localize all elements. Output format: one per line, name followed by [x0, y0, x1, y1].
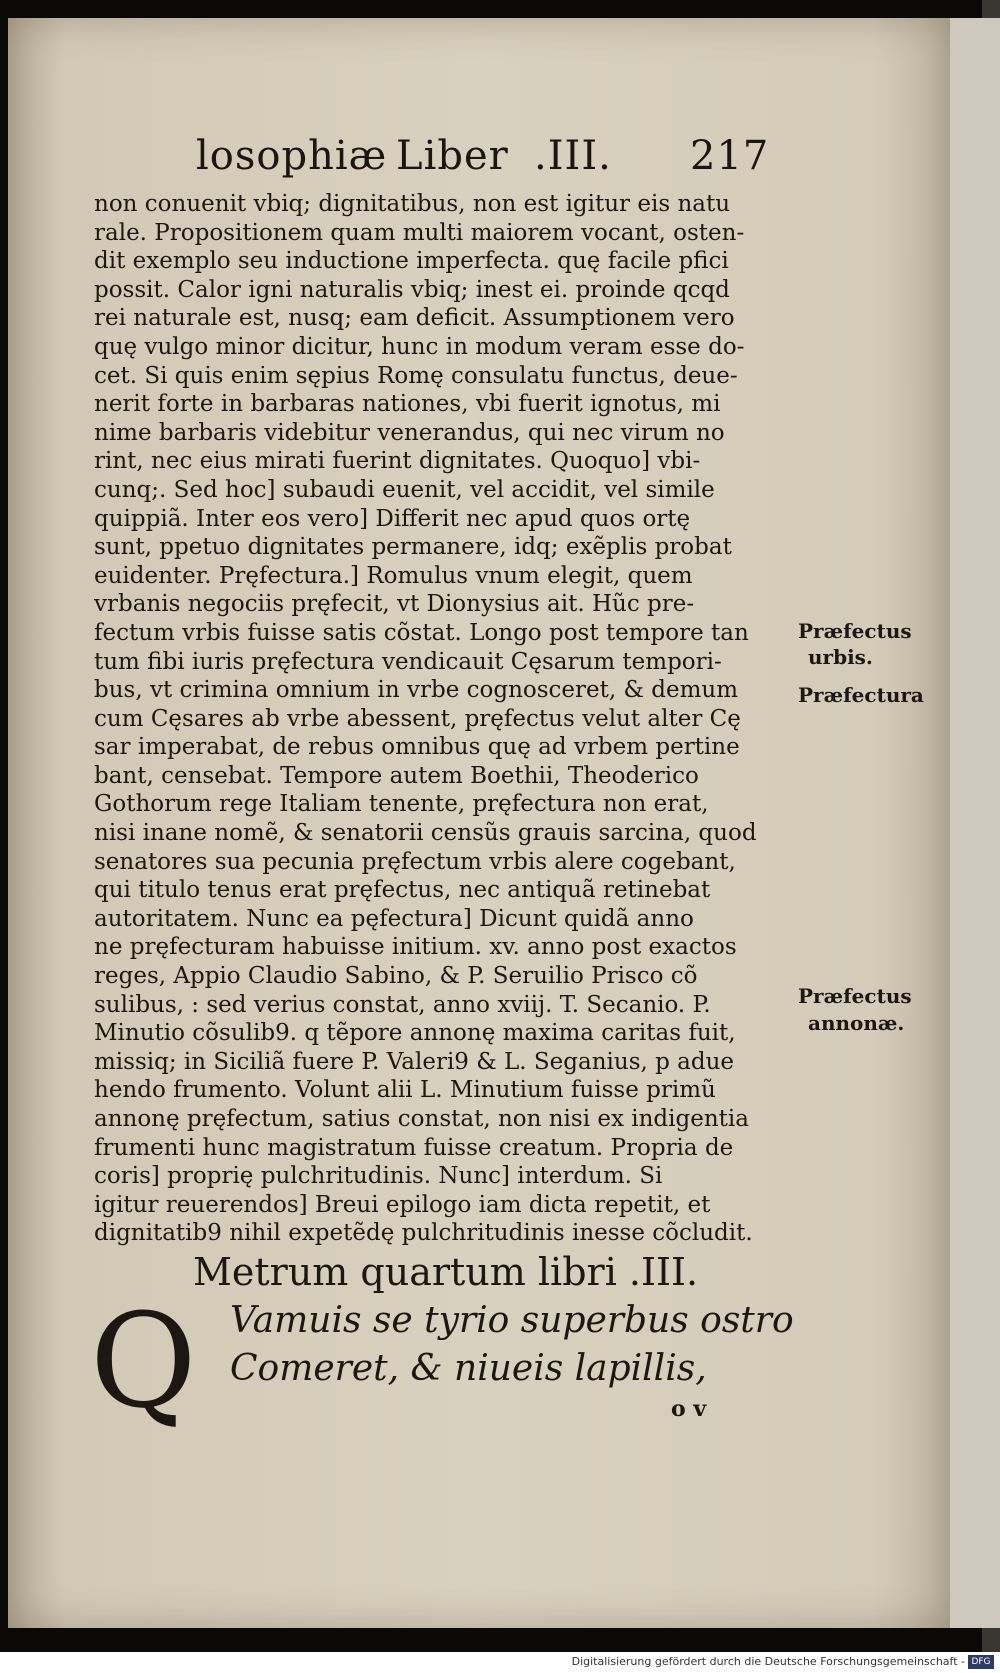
text-line: frumenti hunc magistratum fuisse creatum. Propria de	[94, 1134, 734, 1161]
text-line: sulibus, : sed verius constat, anno xviij. T. Secanio. P.	[94, 991, 711, 1018]
text-line: qui titulo tenus erat pręfectus, nec antiquã retinebat	[94, 877, 711, 904]
text-line: reges, Appio Claudio Sabino, & P. Seruilio Prisco cõ	[94, 963, 698, 990]
text-line: hendo frumento. Volunt alii L. Minutium fuisse primũ	[94, 1077, 716, 1104]
text-line: senatores sua pecunia pręfectum vrbis alere cogebant,	[94, 848, 736, 875]
page-number: 217	[690, 133, 770, 179]
text-line: Gothorum rege Italiam tenente, pręfectura non erat,	[94, 791, 709, 818]
text-line: possit. Calor igni naturalis vbiq; inest ei. proinde qcqd	[94, 276, 730, 303]
running-liber: Liber	[396, 133, 509, 179]
text-line: rale. Propositionem quam multi maiorem vocant, osten-	[94, 219, 745, 246]
text-line: tum fibi iuris pręfectura vendicauit Cęsarum tempori-	[94, 648, 722, 675]
verse-line-2: Comeret, & niueis lapillis,	[230, 1348, 707, 1389]
text-line: fectum vrbis fuisse satis cõstat. Longo post tempore tan	[94, 619, 749, 646]
text-line: cet. Si quis enim sępius Romę consulatu functus, deue-	[94, 362, 738, 389]
text-line: nerit forte in barbaras nationes, vbi fuerit ignotus, mi	[94, 391, 721, 418]
text-line: igitur reuerendos] Breui epilogo iam dicta repetit, et	[94, 1191, 711, 1218]
text-line: bus, vt crimina omnium in vrbe cognosceret, & demum	[94, 677, 739, 704]
text-line: annonę pręfectum, satius constat, non nisi ex indigentia	[94, 1106, 749, 1132]
text-line: vrbanis negociis pręfecit, vt Dionysius ait. Hũc pre-	[94, 591, 695, 618]
running-title: losophiæ	[196, 133, 388, 179]
text-line: dit exemplo seu inductione imperfecta. quę facile pfici	[94, 248, 729, 275]
text-line: rei naturale est, nusq; eam deficit. Assumptionem vero	[94, 305, 735, 332]
text-line: non conuenit vbiq; dignitatibus, non est igitur eis natu	[94, 191, 731, 217]
text-line: ne pręfecturam habuisse initium. xv. anno post exactos	[94, 934, 737, 961]
text-line: coris] proprię pulchritudinis. Nunc] interdum. Si	[94, 1163, 663, 1190]
text-line: nisi inane nomẽ, & senatorii censũs grauis sarcina, quod	[94, 820, 757, 847]
text-line: Minutio cõsulib9. q tẽpore annonę maxima caritas fuit,	[94, 1020, 736, 1047]
text-line: sunt, ppetuo dignitates permanere, idq; exẽplis probat	[94, 534, 732, 561]
text-line: cum Cęsares ab vrbe abessent, pręfectus velut alter Cę	[94, 705, 741, 732]
drop-cap: Q	[90, 1285, 197, 1437]
margin-note-praefectura: Præfectura	[798, 683, 924, 707]
footer-credit: Digitalisierung gefördert durch die Deutsche Forschungsgemeinschaft -	[571, 1655, 965, 1668]
margin-note-praefectus: Præfectus	[798, 619, 912, 643]
margin-note-urbis: urbis.	[808, 645, 873, 669]
metrum-heading: Metrum quartum libri .III.	[193, 1250, 699, 1294]
text-line: quippiã. Inter eos vero] Differit nec apud quos ortę	[94, 505, 691, 532]
margin-note-annonae: annonæ.	[808, 1011, 905, 1035]
running-book-number: .III.	[534, 133, 612, 179]
text-line: missiq; in Siciliã fuere P. Valeri9 & L. Seganius, p adue	[94, 1048, 735, 1075]
text-line: dignitatib9 nihil expetẽdę pulchritudinis inesse cõcludit.	[94, 1220, 753, 1247]
scanner-edge-light	[950, 18, 1000, 1628]
commentary-text	[94, 190, 804, 1248]
text-line: euidenter. Pręfectura.] Romulus vnum elegit, quem	[94, 562, 693, 589]
text-line: rint, nec eius mirati fuerint dignitates. Quoquo] vbi-	[94, 448, 701, 475]
margin-note-praefectus-annonae: Præfectus	[798, 984, 912, 1008]
text-line: sar imperabat, de rebus omnibus quę ad vrbem pertine	[94, 734, 740, 761]
verse-line-1: Vamuis se tyrio superbus ostro	[230, 1300, 794, 1341]
text-line: bant, censebat. Tempore autem Boethii, Theoderico	[94, 762, 699, 789]
dfg-logo-icon: DFG	[968, 1655, 994, 1669]
catchword: o v	[671, 1396, 707, 1422]
running-header	[8, 133, 950, 183]
text-line: quę vulgo minor dicitur, hunc in modum veram esse do-	[94, 333, 745, 360]
text-line: autoritatem. Nunc ea pęfectura] Dicunt quidã anno	[94, 905, 694, 932]
text-line: nime barbaris videbitur venerandus, qui nec virum no	[94, 419, 725, 446]
text-line: cunq;. Sed hoc] subaudi euenit, vel accidit, vel simile	[94, 476, 715, 503]
book-page	[8, 18, 950, 1628]
